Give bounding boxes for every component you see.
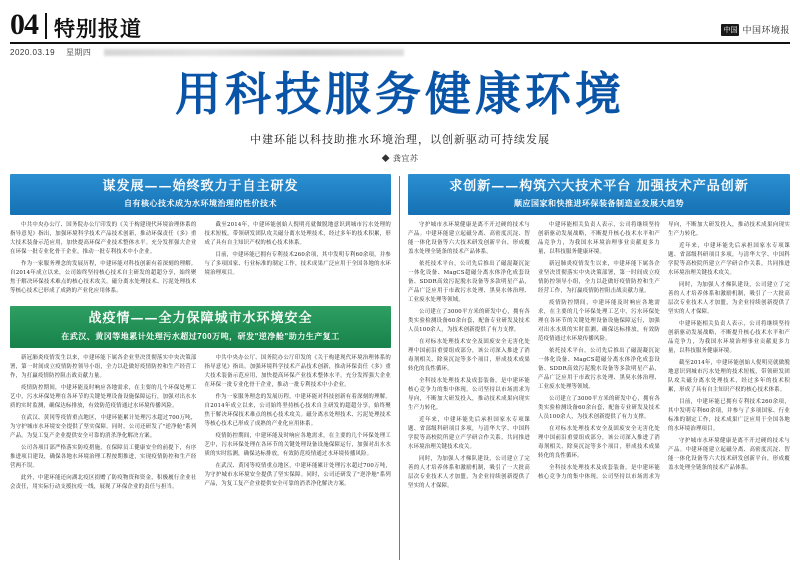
brand-badge-icon: 中国: [721, 24, 739, 36]
paragraph: 在武汉、黄冈等疫情重点地区，中建环能累计处理污水超过700万吨，为守护城市水环境安全提供了坚实保障。同时，公司还研发了"逆净舱"系列产品，为复工复产企业提供安全可靠的消杀净化解决方案。: [10, 415, 197, 440]
paragraph: 在对标水处理技术安全及固废安全无害化处理中国前沿重要组成部分，该公司深入推进了消毒剂相关、除臭沉淀等多个项目，形成技术成果转化的良性循环。: [408, 339, 530, 373]
paragraph: 目前，中建环能已拥有专利技术260余项，其中发明专利60余项，并参与了多项国家、行业标准的制定工作，技术成果广泛应用于全国各地的水环境治理项目。: [204, 252, 391, 277]
paragraph: 截至2014年，中建环能创始人倪明亮就做脱地意识到城市污水处理的技术短板，带领研发团队攻关磁分离水处理技术，经过多年的技术积累，形成了具有自主知识产权的核心技术体系。: [668, 360, 790, 394]
paragraph: 新冠肺炎疫情发生以来，中建环能下属各企业坚决贯彻落实中央决策部署，第一时间成立疫情防控领导小组，全力以赴做好疫情防控和生产经营工作，为打赢疫情防控阻击战贡献力量。: [538, 261, 660, 295]
paragraph: 中共中央办公厅、国务院办公厅印发的《关于构建现代环境治理体系的指导意见》指出，加强环境科学技术产品技术创新，推动环保责任《多》重大技术装备示范应用，加快提高环保产业技术整体水平。充分发挥强大企业在环保一批专业化骨干企业，推动一批专利技术中小企业。: [204, 355, 391, 389]
masthead: [10, 6, 790, 44]
page-number: 04: [10, 8, 38, 41]
headline-block: [0, 68, 800, 164]
paragraph: 此外，中建环能还向湖北疫区捐赠了防疫物资和资金，积极履行企业社会责任，用实际行动支援抗疫一线，展现了环保企业的责任与担当。: [10, 475, 197, 491]
paragraph: 截至2014年，中建环能创始人倪明亮就做脱地意识到城市污水处理的技术短板，带领研发团队攻关磁分离水处理技术，经过多年的技术积累，形成了具有自主知识产权的核心技术体系。: [204, 222, 391, 247]
article-banner-epidemic: [10, 306, 391, 348]
paragraph: 作为一家服务理念的发展历程，中建环能对科技创新有着深刻的理解。自2014年成立以来，公司始终坚持核心技术自主研发的超超分享，始终聚焦于解决环保技术难点的核心技术攻关。磁分离水处理技术、污泥处理技术等核心技术已形成了成熟的产业化应用体系。: [204, 394, 391, 428]
headline-subtitle: 中建环能以科技助推水环境治理，以创新驱动可持续发展: [250, 133, 550, 146]
paragraph: 公司各项目部严格落实防疫措施，在保障员工健康安全的前提下，有序推进项目建设，确保各地水环境治理工程按期推进，实现疫情防控和生产经营两不误。: [10, 445, 197, 470]
article-title: 战疫情——全力保障城市水环境安全: [88, 311, 313, 327]
paragraph: 公司建立了3000平方米的研发中心，拥有各类实验检测设备60余台套，配备专业研发及技术人员100余人，为技术创新提供了有力支撑。: [408, 309, 530, 334]
paragraph: 疫情防控期间，中建环能及时响应各地需求，在主要的几个环保处理工艺中，污水环保处理在各环节的关键处理设备设施保障运行，加强对出水水质的实时监测，确保达标排放，有效防范疫情通过水环境传播风险。: [538, 300, 660, 343]
right-column: [400, 174, 790, 560]
newspaper-brand: [721, 23, 790, 36]
paragraph: 近年来，中建环能先后承担国家水专项课题、省部级科研项目多项，与清华大学、中国科学院等高校院所建立产学研合作关系，共同推进水环境治理关键技术攻关。: [668, 243, 790, 277]
article-title: 谋发展——始终致力于自主研发: [102, 178, 299, 194]
article-banner-innovation: [408, 174, 790, 216]
section-title: 特别报道: [54, 16, 142, 41]
paragraph: 同时，为加强人才梯队建设，公司建立了完善的人才培养体系和激励机制，吸引了一大批高层次专业技术人才加盟，为企业持续创新提供了坚实的人才保障。: [668, 282, 790, 316]
paragraph: 守护城市水环境健康是离不开过硬的技术与产品。中建环能建立起磁分离、高密度沉淀、智能一体化设备等六大技术研发创新平台，形成覆盖水处理全链条的技术产品体系。: [408, 222, 530, 256]
article-subtitle: 顺应国家和快推进环保装备制造业发展大趋势: [514, 199, 684, 209]
paragraph: 依托技术平台，公司先后推出了磁混凝沉淀一体化设备、MagCS超磁分离水体净化成套设备、SDDR高效污泥脱水设备等多款明星产品，产品广泛应用于市政污水处理、黑臭水体治理、工业废水处理等领域。: [538, 348, 660, 391]
dateline-date: 2020.03.19: [10, 48, 56, 57]
paragraph: 同时，为加强人才梯队建设，公司建立了完善的人才培养体系和激励机制，吸引了一大批高层次专业技术人才加盟，为企业持续创新提供了坚实的人才保障。: [408, 456, 530, 490]
paragraph: 疫情防控期间，中建环能及时响应各地需求，在主要的几个环保处理工艺中，污水环保处理在各环节的关键处理设备设施保障运行，加强对出水水质的实时监测，确保达标排放，有效防范疫情通过水环境传播风险。: [204, 433, 391, 458]
article-body-innovation: [408, 221, 790, 491]
dateline: [10, 47, 790, 58]
paragraph: 全科技水处理技术及成套装备，是中建环能核心竞争力的集中体现。公司坚持以市场需求为导向，不断加大研发投入，推动技术成果向现实生产力转化。: [408, 378, 530, 412]
page-footer: [0, 567, 800, 571]
paragraph: 全科技水处理技术及成套装备，是中建环能核心竞争力的集中体现。公司坚持以市场需求为导向，不断加大研发投入，推动技术成果向现实生产力转化。: [538, 222, 790, 481]
paragraph: 中建环能相关负责人表示，公司将继续坚持创新驱动发展战略，不断提升核心技术水平和产品竞争力，为我国水环境治理事业贡献更多力量，以科技服务健康环境。: [668, 321, 790, 355]
paragraph: 新冠肺炎疫情发生以来，中建环能下属各企业坚决贯彻落实中央决策部署，第一时间成立疫情防控领导小组，全力以赴做好疫情防控和生产经营工作，为打赢疫情防控阻击战贡献力量。: [10, 355, 197, 380]
article-title: 求创新——构筑六大技术平台 加强技术产品创新: [449, 178, 749, 194]
paragraph: 在对标水处理技术安全及固废安全无害化处理中国前沿重要组成部分，该公司深入推进了消毒剂相关、除臭沉淀等多个项目，形成技术成果转化的良性循环。: [538, 426, 660, 460]
dateline-weekday: 星期四: [65, 48, 92, 57]
paragraph: 依托技术平台，公司先后推出了磁混凝沉淀一体化设备、MagCS超磁分离水体净化成套设备、SDDR高效污泥脱水设备等多款明星产品，产品广泛应用于市政污水处理、黑臭水体治理、工业废水处理等领域。: [408, 261, 530, 304]
article-subtitle: 自有核心技术成为水环境治理的性价技术: [124, 199, 277, 209]
article-banner-research: [10, 174, 391, 216]
page-title: 用科技服务健康环境: [175, 67, 625, 121]
body-columns: [10, 174, 790, 560]
masthead-divider: [45, 13, 47, 39]
article-body-epidemic: [10, 354, 391, 494]
paragraph: 中建环能相关负责人表示，公司将继续坚持创新驱动发展战略，不断提升核心技术水平和产品竞争力，为我国水环境治理事业贡献更多力量，以科技服务健康环境。: [538, 222, 660, 256]
paragraph: 作为一家服务理念的发展历程，中建环能对科技创新有着深刻的理解。自2014年成立以来，公司始终坚持核心技术自主研发的超超分享，始终聚焦于解决环保技术难点的核心技术攻关。磁分离水处理技术、污泥处理技术等核心技术已形成了成熟的产业化应用体系。: [10, 261, 197, 295]
article-subtitle: 在武汉、黄冈等地累计处理污水超过700万吨，研发"逆净舱"助力生产复工: [61, 332, 340, 342]
paragraph: 公司建立了3000平方米的研发中心，拥有各类实验检测设备60余台套，配备专业研发及技术人员100余人，为技术创新提供了有力支撑。: [538, 396, 660, 421]
left-column: [10, 174, 399, 560]
dateline-redacted: [104, 49, 404, 56]
paragraph: 在武汉、黄冈等疫情重点地区，中建环能累计处理污水超过700万吨，为守护城市水环境安全提供了坚实保障。同时，公司还研发了"逆净舱"系列产品，为复工复产企业提供安全可靠的消杀净化解决方案。: [204, 463, 391, 488]
paragraph: 近年来，中建环能先后承担国家水专项课题、省部级科研项目多项，与清华大学、中国科学院等高校院所建立产学研合作关系，共同推进水环境治理关键技术攻关。: [408, 417, 530, 451]
brand-name: 中国环境报: [742, 25, 790, 35]
paragraph: 疫情防控期间，中建环能及时响应各地需求，在主要的几个环保处理工艺中，污水环保处理在各环节的关键处理设备设施保障运行，加强对出水水质的实时监测，确保达标排放，有效防范疫情通过水环境传播风险。: [10, 385, 197, 410]
paragraph: 守护城市水环境健康是离不开过硬的技术与产品。中建环能建立起磁分离、高密度沉淀、智能一体化设备等六大技术研发创新平台，形成覆盖水处理全链条的技术产品体系。: [668, 438, 790, 472]
paragraph: 中共中央办公厅、国务院办公厅印发的《关于构建现代环境治理体系的指导意见》指出，加强环境科学技术产品技术创新，推动环保责任《多》重大技术装备示范应用，加快提高环保产业技术整体水平。充分发挥强大企业在环保一批专业化骨干企业，推动一批专利技术中小企业。: [10, 222, 197, 256]
paragraph: 目前，中建环能已拥有专利技术260余项，其中发明专利60余项，并参与了多项国家、行业标准的制定工作，技术成果广泛应用于全国各地的水环境治理项目。: [668, 399, 790, 433]
byline: ◆ 龚宜苏: [381, 153, 419, 163]
article-body-research: [10, 221, 391, 296]
